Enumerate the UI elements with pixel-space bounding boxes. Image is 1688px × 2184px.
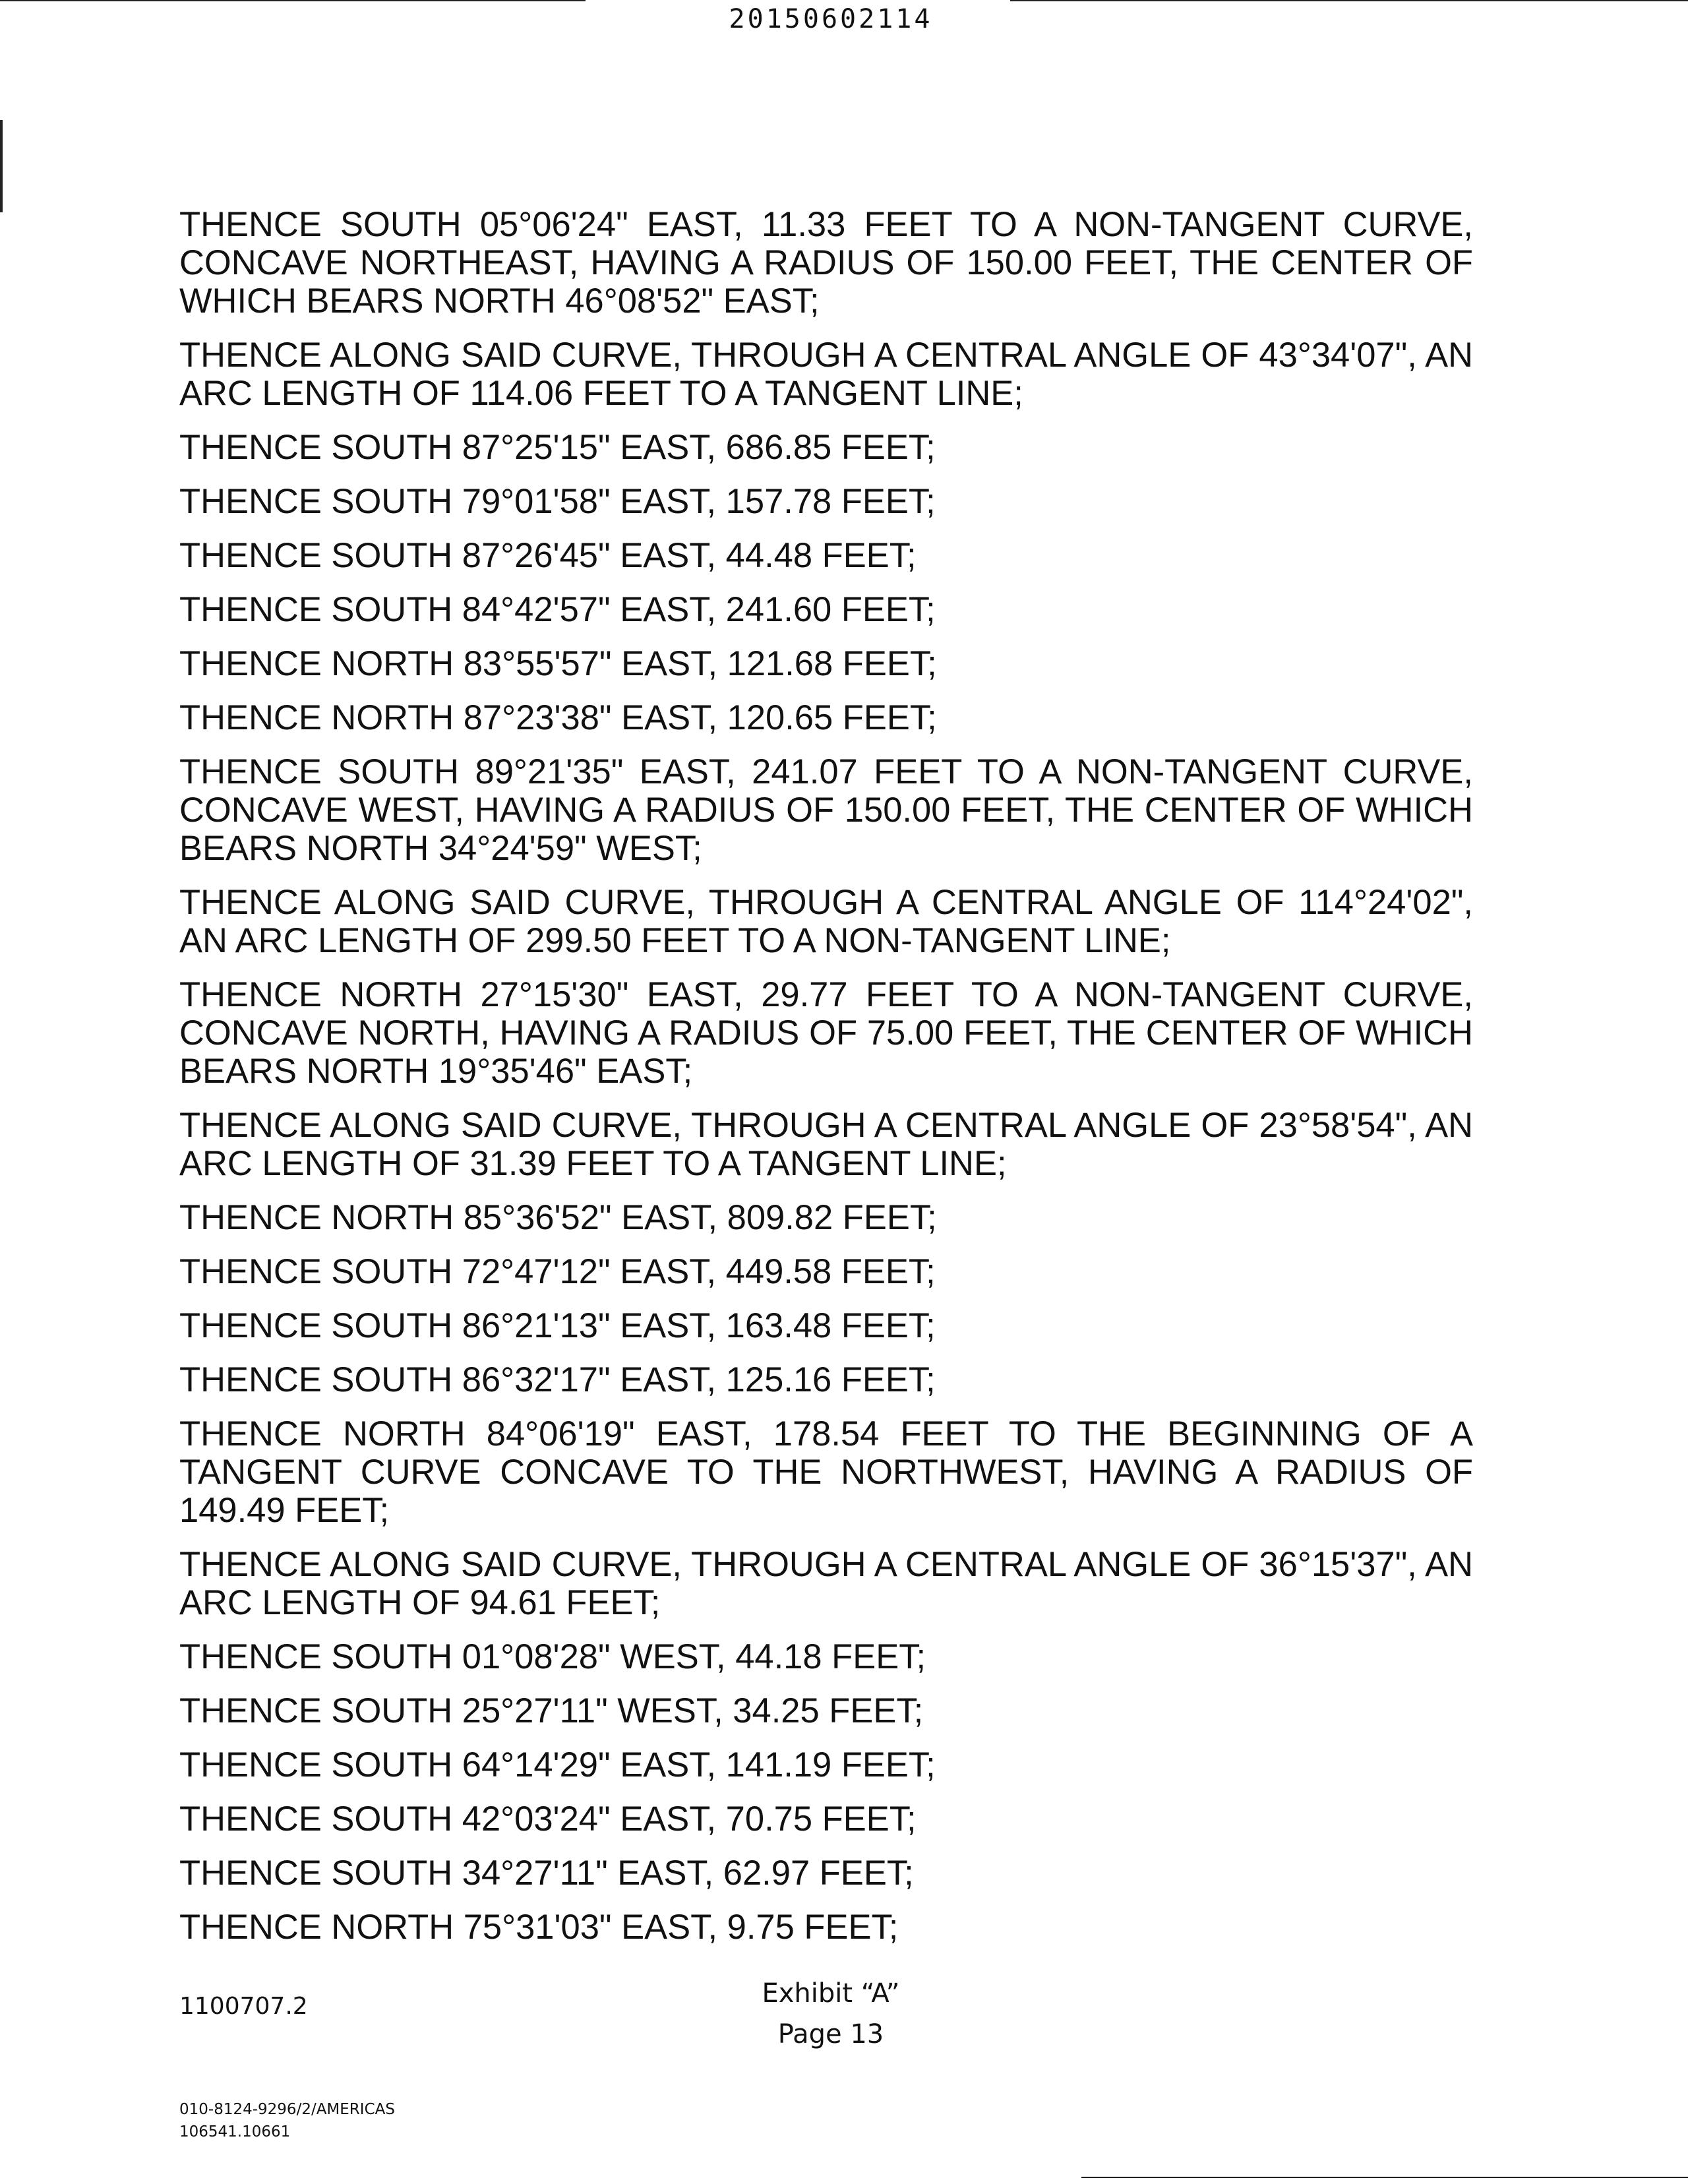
course-paragraph: THENCE SOUTH 42°03'24" EAST, 70.75 FEET;: [179, 1800, 917, 1838]
course-paragraph: THENCE NORTH 85°36'52" EAST, 809.82 FEET;: [179, 1198, 937, 1237]
course-paragraph: THENCE ALONG SAID CURVE, THROUGH A CENTRAL ANGLE OF 36°15'37", AN ARC LENGTH OF 94.61 FEET;: [179, 1545, 1473, 1622]
course-paragraph: THENCE SOUTH 86°21'13" EAST, 163.48 FEET;: [179, 1306, 936, 1345]
course-paragraph: THENCE SOUTH 86°32'17" EAST, 125.16 FEET;: [179, 1360, 936, 1399]
scan-edge-left: [0, 120, 3, 212]
recording-number: 20150602114: [729, 4, 933, 34]
filing-code: 010-8124-9296/2/AMERICAS: [179, 2101, 395, 2118]
course-paragraph: THENCE NORTH 83°55'57" EAST, 121.68 FEET;: [179, 644, 937, 683]
course-paragraph: THENCE SOUTH 87°26'45" EAST, 44.48 FEET;: [179, 536, 917, 575]
course-paragraph: THENCE NORTH 75°31'03" EAST, 9.75 FEET;: [179, 1908, 899, 1947]
scan-edge-top-left: [0, 0, 586, 1]
course-paragraph: THENCE SOUTH 01°08'28" WEST, 44.18 FEET;: [179, 1637, 926, 1676]
course-paragraph: THENCE SOUTH 25°27'11" WEST, 34.25 FEET;: [179, 1691, 924, 1730]
filing-info: [179, 2098, 395, 2143]
legal-description-courses: [179, 206, 1473, 1962]
document-id: 1100707.2: [179, 1993, 308, 2020]
course-paragraph: THENCE SOUTH 87°25'15" EAST, 686.85 FEET;: [179, 428, 936, 467]
course-paragraph: THENCE SOUTH 84°42'57" EAST, 241.60 FEET;: [179, 590, 936, 629]
page-label: Page 13: [777, 2019, 884, 2049]
course-paragraph: THENCE NORTH 87°23'38" EAST, 120.65 FEET;: [179, 698, 937, 737]
scan-edge-bottom-right: [1081, 2177, 1688, 2178]
exhibit-label: Exhibit “A”: [762, 1978, 900, 2009]
matter-number: 106541.10661: [179, 2123, 291, 2140]
scan-edge-top-right: [1010, 0, 1688, 1]
course-paragraph: THENCE SOUTH 05°06'24" EAST, 11.33 FEET TO A NON-TANGENT CURVE, CONCAVE NORTHEAST, HAVING A RADIUS OF 150.00 FEET, THE CENTER OF WHICH BEARS NORTH 46°08'52" EAST;: [179, 205, 1473, 320]
course-paragraph: THENCE ALONG SAID CURVE, THROUGH A CENTRAL ANGLE OF 114°24'02", AN ARC LENGTH OF 299.50 FEET TO A NON-TANGENT LINE;: [179, 883, 1473, 960]
course-paragraph: THENCE SOUTH 89°21'35" EAST, 241.07 FEET TO A NON-TANGENT CURVE, CONCAVE WEST, HAVING A RADIUS OF 150.00 FEET, THE CENTER OF WHICH BEARS NORTH 34°24'59" WEST;: [179, 752, 1473, 868]
course-paragraph: THENCE SOUTH 34°27'11" EAST, 62.97 FEET;: [179, 1854, 914, 1893]
course-paragraph: THENCE NORTH 27°15'30" EAST, 29.77 FEET TO A NON-TANGENT CURVE, CONCAVE NORTH, HAVING A RADIUS OF 75.00 FEET, THE CENTER OF WHICH BEARS NORTH 19°35'46" EAST;: [179, 975, 1473, 1091]
course-paragraph: THENCE NORTH 84°06'19" EAST, 178.54 FEET TO THE BEGINNING OF A TANGENT CURVE CONCAVE TO THE NORTHWEST, HAVING A RADIUS OF 149.49 FEET;: [179, 1414, 1473, 1530]
course-paragraph: THENCE ALONG SAID CURVE, THROUGH A CENTRAL ANGLE OF 23°58'54", AN ARC LENGTH OF 31.39 FEET TO A TANGENT LINE;: [179, 1106, 1473, 1183]
course-paragraph: THENCE SOUTH 72°47'12" EAST, 449.58 FEET;: [179, 1252, 936, 1291]
course-paragraph: THENCE SOUTH 64°14'29" EAST, 141.19 FEET;: [179, 1745, 936, 1784]
course-paragraph: THENCE SOUTH 79°01'58" EAST, 157.78 FEET;: [179, 482, 936, 521]
exhibit-block: [686, 1973, 976, 2055]
course-paragraph: THENCE ALONG SAID CURVE, THROUGH A CENTRAL ANGLE OF 43°34'07", AN ARC LENGTH OF 114.06 FEET TO A TANGENT LINE;: [179, 336, 1473, 413]
